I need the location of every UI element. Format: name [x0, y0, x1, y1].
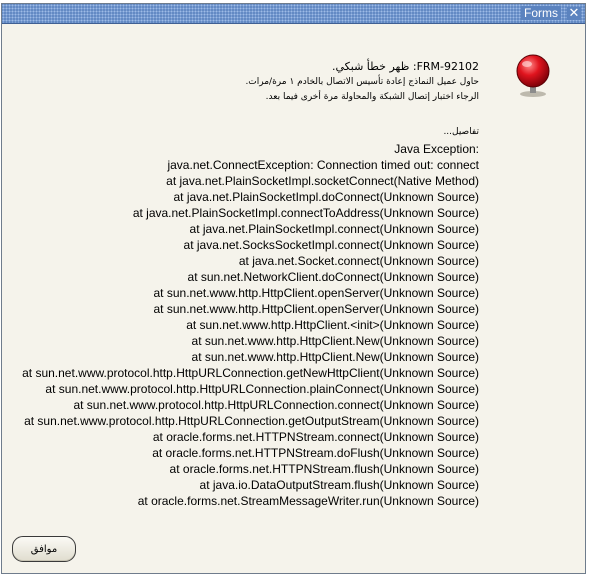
stack-trace-line: at java.net.PlainSocketImpl.doConnect(Unknown Source)	[173, 190, 479, 204]
stack-trace-line: at sun.net.www.protocol.http.HttpURLConnection.plainConnect(Unknown Source)	[45, 382, 479, 396]
stack-trace-line: at oracle.forms.net.HTTPNStream.flush(Unknown Source)	[169, 462, 479, 476]
error-message-line-3: الرجاء اختبار إتصال الشبكة والمحاولة مرة أخرى فيما بعد.	[265, 92, 479, 102]
ok-button[interactable]: موافق	[12, 536, 76, 562]
stack-trace-line: at java.net.PlainSocketImpl.connectToAddress(Unknown Source)	[132, 206, 479, 220]
stack-trace-line: at sun.net.www.protocol.http.HttpURLConnection.getNewHttpClient(Unknown Source)	[22, 366, 479, 380]
stack-trace-line: at oracle.forms.net.HTTPNStream.doFlush(Unknown Source)	[152, 446, 479, 460]
stack-trace-line: at oracle.forms.net.StreamMessageWriter.run(Unknown Source)	[137, 494, 479, 508]
window-title: Forms	[521, 6, 561, 20]
stack-trace-line: at sun.net.www.protocol.http.HttpURLConnection.connect(Unknown Source)	[73, 398, 479, 412]
title-bar[interactable]	[2, 4, 585, 24]
stack-trace-line: at java.net.PlainSocketImpl.socketConnect(Native Method)	[166, 174, 479, 188]
stack-trace-line: at sun.net.www.http.HttpClient.New(Unknown Source)	[191, 334, 479, 348]
stack-trace-line: at java.io.DataOutputStream.flush(Unknown Source)	[199, 478, 479, 492]
stack-trace-line: at sun.net.www.http.HttpClient.New(Unknown Source)	[191, 350, 479, 364]
stack-trace-line: at java.net.PlainSocketImpl.connect(Unknown Source)	[189, 222, 479, 236]
stack-trace	[22, 141, 479, 509]
details-label: تفاصيل...	[443, 127, 479, 137]
forms-dialog	[1, 3, 586, 574]
stack-trace-line: at sun.net.NetworkClient.doConnect(Unknown Source)	[187, 270, 479, 284]
close-icon[interactable]: ✕	[568, 6, 580, 21]
stack-trace-line: at sun.net.www.protocol.http.HttpURLConnection.getOutputStream(Unknown Source)	[24, 414, 479, 428]
error-message-line-2: حاول عميل النماذج إعادة تأسيس الاتصال بالخادم ١ مرة/مرات.	[245, 77, 479, 87]
stack-trace-line: java.net.ConnectException: Connection timed out: connect	[167, 158, 479, 172]
alert-bell-icon	[513, 52, 553, 98]
stack-trace-line: at sun.net.www.http.HttpClient.openServer(Unknown Source)	[153, 302, 479, 316]
stack-trace-line: at java.net.Socket.connect(Unknown Source)	[238, 254, 479, 268]
error-code-line: FRM-92102: ظهر خطأ شبكي.	[332, 60, 479, 73]
stack-trace-line: Java Exception:	[394, 142, 479, 156]
stack-trace-line: at sun.net.www.http.HttpClient.openServer(Unknown Source)	[153, 286, 479, 300]
stack-trace-line: at java.net.SocksSocketImpl.connect(Unknown Source)	[183, 238, 479, 252]
stack-trace-line: at oracle.forms.net.HTTPNStream.connect(Unknown Source)	[152, 430, 479, 444]
stack-trace-line: at sun.net.www.http.HttpClient.<init>(Unknown Source)	[186, 318, 479, 332]
